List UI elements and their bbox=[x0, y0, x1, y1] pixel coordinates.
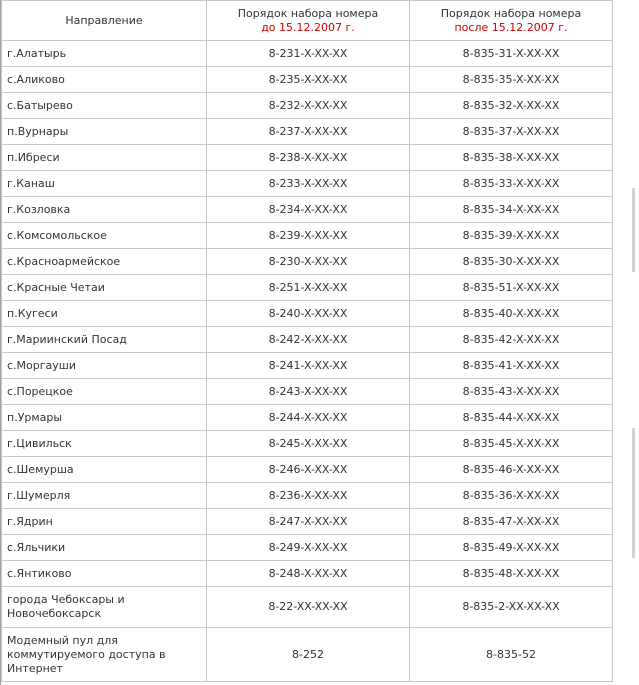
header-direction bbox=[2, 1, 207, 41]
header-direction-label: Направление bbox=[65, 13, 143, 27]
code-before-cell: 8-251-X-XX-XX bbox=[207, 275, 410, 301]
code-after-cell: 8-835-2-XX-XX-XX bbox=[410, 587, 613, 628]
table-row bbox=[2, 93, 613, 119]
direction-cell: г.Алатырь bbox=[2, 41, 207, 67]
table-row bbox=[2, 587, 613, 628]
header-after-label: Порядок набора номера bbox=[440, 6, 582, 20]
direction-cell: г.Ядрин bbox=[2, 509, 207, 535]
header-after bbox=[410, 1, 613, 41]
code-before-cell: 8-244-X-XX-XX bbox=[207, 405, 410, 431]
table-row bbox=[2, 223, 613, 249]
code-before-cell: 8-242-X-XX-XX bbox=[207, 327, 410, 353]
table-row bbox=[2, 353, 613, 379]
direction-cell: города Чебоксары и Новочебоксарск bbox=[2, 587, 207, 628]
scrollbar-edge bbox=[631, 0, 639, 685]
direction-cell: с.Комсомольское bbox=[2, 223, 207, 249]
table-row bbox=[2, 509, 613, 535]
direction-cell: с.Порецкое bbox=[2, 379, 207, 405]
table-row bbox=[2, 431, 613, 457]
code-before-cell: 8-245-X-XX-XX bbox=[207, 431, 410, 457]
code-after-cell: 8-835-30-X-XX-XX bbox=[410, 249, 613, 275]
table-row bbox=[2, 119, 613, 145]
direction-cell: г.Цивильск bbox=[2, 431, 207, 457]
direction-cell: с.Яльчики bbox=[2, 535, 207, 561]
direction-cell: Модемный пул для коммутируемого доступа в Интернет bbox=[2, 628, 207, 682]
code-before-cell: 8-239-X-XX-XX bbox=[207, 223, 410, 249]
table-row bbox=[2, 379, 613, 405]
table-row bbox=[2, 405, 613, 431]
direction-cell: с.Моргауши bbox=[2, 353, 207, 379]
direction-cell: с.Аликово bbox=[2, 67, 207, 93]
code-after-cell: 8-835-41-X-XX-XX bbox=[410, 353, 613, 379]
table-row bbox=[2, 483, 613, 509]
code-before-cell: 8-234-X-XX-XX bbox=[207, 197, 410, 223]
code-before-cell: 8-252 bbox=[207, 628, 410, 682]
direction-cell: п.Ибреси bbox=[2, 145, 207, 171]
table-row bbox=[2, 275, 613, 301]
direction-cell: с.Красные Четаи bbox=[2, 275, 207, 301]
table-row bbox=[2, 561, 613, 587]
direction-cell: с.Красноармейское bbox=[2, 249, 207, 275]
code-before-cell: 8-240-X-XX-XX bbox=[207, 301, 410, 327]
table-row bbox=[2, 67, 613, 93]
direction-cell: с.Шемурша bbox=[2, 457, 207, 483]
code-after-cell: 8-835-31-X-XX-XX bbox=[410, 41, 613, 67]
code-before-cell: 8-236-X-XX-XX bbox=[207, 483, 410, 509]
table-row bbox=[2, 249, 613, 275]
direction-cell: г.Шумерля bbox=[2, 483, 207, 509]
table-row bbox=[2, 145, 613, 171]
direction-cell: с.Янтиково bbox=[2, 561, 207, 587]
code-after-cell: 8-835-38-X-XX-XX bbox=[410, 145, 613, 171]
code-before-cell: 8-235-X-XX-XX bbox=[207, 67, 410, 93]
code-after-cell: 8-835-47-X-XX-XX bbox=[410, 509, 613, 535]
header-before bbox=[207, 1, 410, 41]
code-before-cell: 8-246-X-XX-XX bbox=[207, 457, 410, 483]
code-after-cell: 8-835-52 bbox=[410, 628, 613, 682]
table-row bbox=[2, 197, 613, 223]
code-after-cell: 8-835-37-X-XX-XX bbox=[410, 119, 613, 145]
code-after-cell: 8-835-36-X-XX-XX bbox=[410, 483, 613, 509]
table-row bbox=[2, 41, 613, 67]
code-before-cell: 8-249-X-XX-XX bbox=[207, 535, 410, 561]
code-after-cell: 8-835-51-X-XX-XX bbox=[410, 275, 613, 301]
direction-cell: г.Мариинский Посад bbox=[2, 327, 207, 353]
code-before-cell: 8-247-X-XX-XX bbox=[207, 509, 410, 535]
table-header-row bbox=[2, 1, 613, 41]
code-before-cell: 8-238-X-XX-XX bbox=[207, 145, 410, 171]
code-before-cell: 8-232-X-XX-XX bbox=[207, 93, 410, 119]
code-before-cell: 8-22-XX-XX-XX bbox=[207, 587, 410, 628]
code-before-cell: 8-248-X-XX-XX bbox=[207, 561, 410, 587]
scrollbar-mark bbox=[632, 428, 635, 558]
direction-cell: с.Батырево bbox=[2, 93, 207, 119]
code-after-cell: 8-835-34-X-XX-XX bbox=[410, 197, 613, 223]
scrollbar-mark bbox=[632, 188, 635, 272]
code-after-cell: 8-835-42-X-XX-XX bbox=[410, 327, 613, 353]
code-after-cell: 8-835-43-X-XX-XX bbox=[410, 379, 613, 405]
header-after-date: после 15.12.2007 г. bbox=[454, 20, 568, 34]
code-before-cell: 8-231-X-XX-XX bbox=[207, 41, 410, 67]
table-row bbox=[2, 628, 613, 682]
code-before-cell: 8-243-X-XX-XX bbox=[207, 379, 410, 405]
header-before-label: Порядок набора номера bbox=[237, 6, 379, 20]
header-before-date: до 15.12.2007 г. bbox=[261, 20, 355, 34]
code-after-cell: 8-835-33-X-XX-XX bbox=[410, 171, 613, 197]
code-after-cell: 8-835-46-X-XX-XX bbox=[410, 457, 613, 483]
direction-cell: г.Канаш bbox=[2, 171, 207, 197]
code-before-cell: 8-237-X-XX-XX bbox=[207, 119, 410, 145]
code-after-cell: 8-835-40-X-XX-XX bbox=[410, 301, 613, 327]
code-after-cell: 8-835-39-X-XX-XX bbox=[410, 223, 613, 249]
code-before-cell: 8-233-X-XX-XX bbox=[207, 171, 410, 197]
direction-cell: п.Урмары bbox=[2, 405, 207, 431]
code-after-cell: 8-835-35-X-XX-XX bbox=[410, 67, 613, 93]
code-after-cell: 8-835-49-X-XX-XX bbox=[410, 535, 613, 561]
direction-cell: п.Кугеси bbox=[2, 301, 207, 327]
direction-cell: п.Вурнары bbox=[2, 119, 207, 145]
code-after-cell: 8-835-45-X-XX-XX bbox=[410, 431, 613, 457]
code-before-cell: 8-241-X-XX-XX bbox=[207, 353, 410, 379]
table-row bbox=[2, 327, 613, 353]
table-row bbox=[2, 457, 613, 483]
code-before-cell: 8-230-X-XX-XX bbox=[207, 249, 410, 275]
code-after-cell: 8-835-32-X-XX-XX bbox=[410, 93, 613, 119]
table-row bbox=[2, 171, 613, 197]
code-after-cell: 8-835-48-X-XX-XX bbox=[410, 561, 613, 587]
dialing-codes-table bbox=[1, 0, 613, 682]
direction-cell: г.Козловка bbox=[2, 197, 207, 223]
code-after-cell: 8-835-44-X-XX-XX bbox=[410, 405, 613, 431]
table-row bbox=[2, 535, 613, 561]
table-row bbox=[2, 301, 613, 327]
